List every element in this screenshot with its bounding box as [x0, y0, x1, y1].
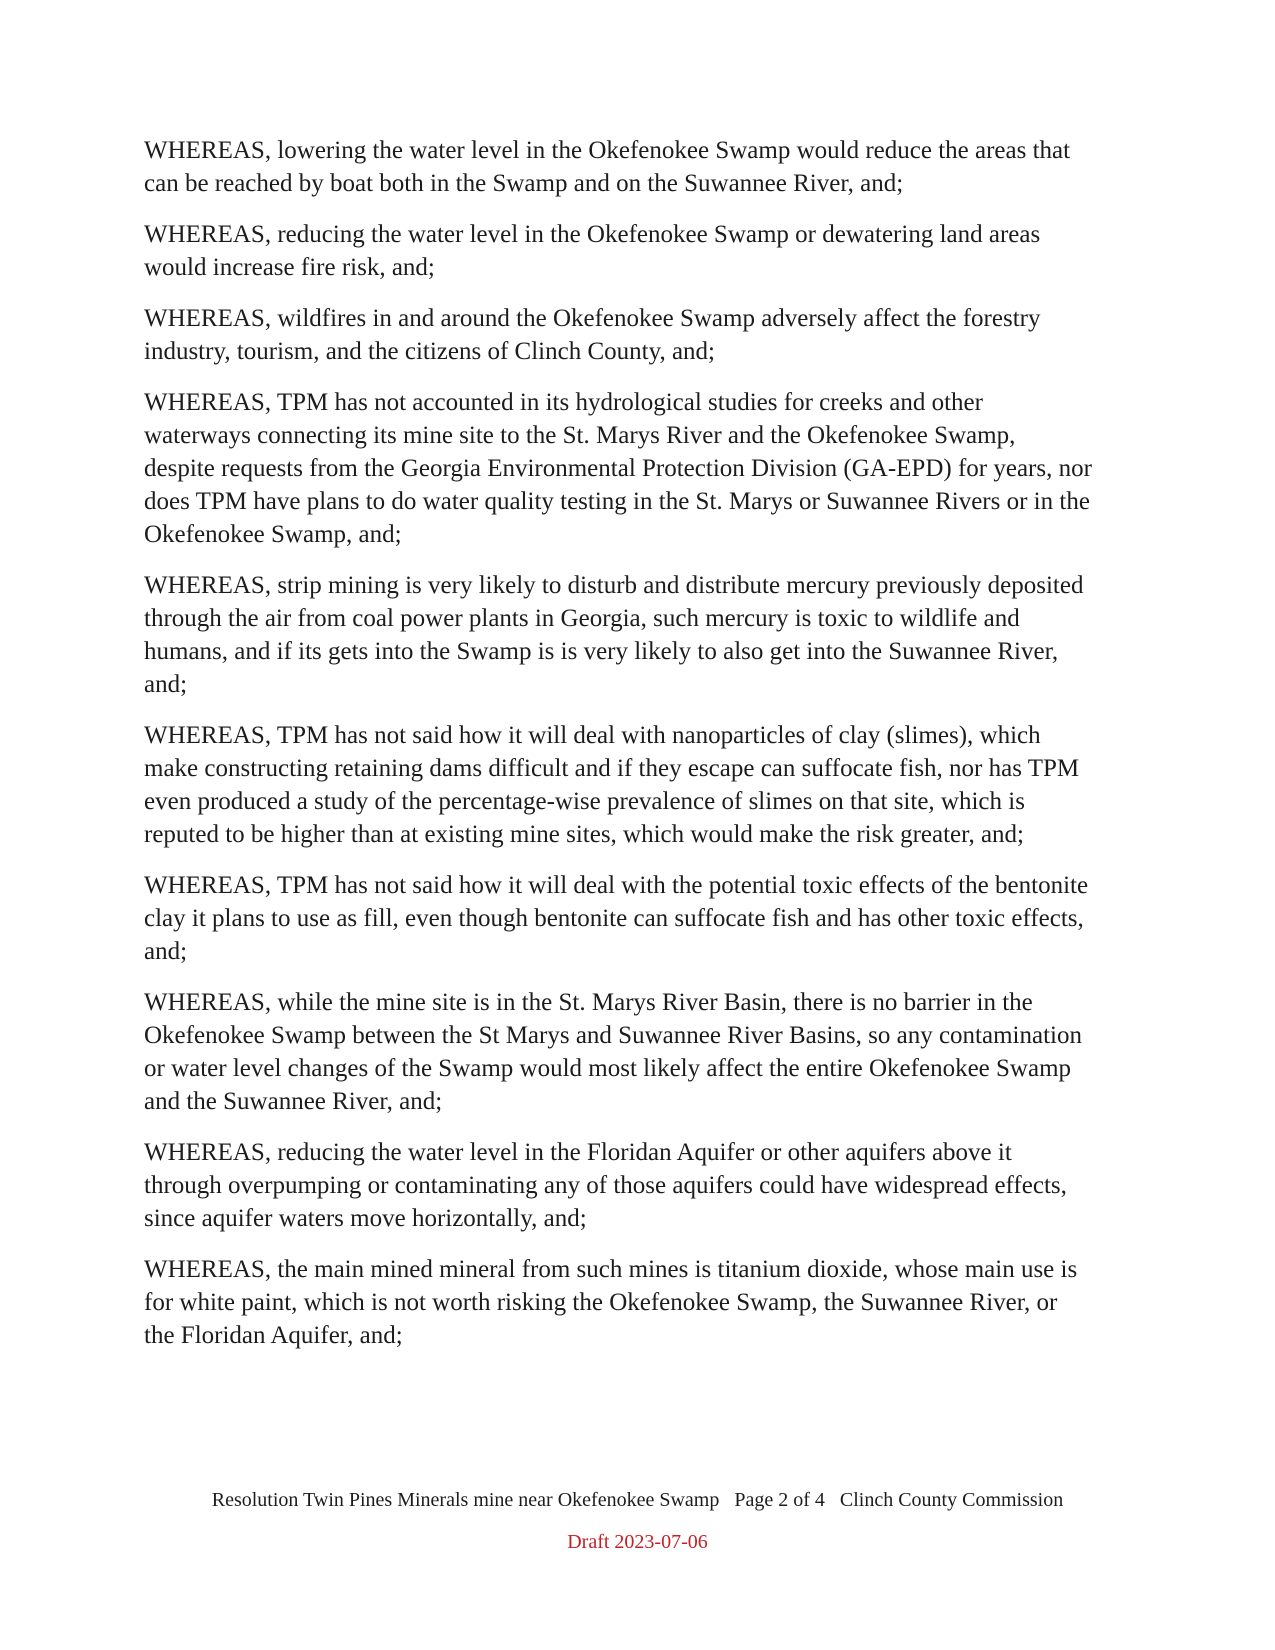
- whereas-paragraph: WHEREAS, wildfires in and around the Okefenokee Swamp adversely affect the forestry industry, tourism, and the citizens of Clinch County, and;: [144, 305, 1041, 365]
- page-footer: [0, 1488, 1275, 1512]
- whereas-paragraph: WHEREAS, strip mining is very likely to disturb and distribute mercury previously deposited through the air from coal power plants in Georgia, such mercury is toxic to wildlife and humans, and if its gets into the Swamp is is very likely to also get into the Suwannee River, and;: [144, 572, 1084, 698]
- document-body: [144, 134, 1092, 1370]
- whereas-paragraph: WHEREAS, lowering the water level in the Okefenokee Swamp would reduce the areas that can be reached by boat both in the Swamp and on the Suwannee River, and;: [144, 137, 1071, 197]
- whereas-paragraph: WHEREAS, the main mined mineral from such mines is titanium dioxide, whose main use is for white paint, which is not worth risking the Okefenokee Swamp, the Suwannee River, or the Floridan Aquifer, and;: [144, 1256, 1078, 1349]
- footer-page-number: Page 2 of 4: [734, 1489, 825, 1511]
- footer-document-title: Resolution Twin Pines Minerals mine near Okefenokee Swamp: [211, 1489, 720, 1511]
- whereas-paragraph: WHEREAS, TPM has not said how it will deal with the potential toxic effects of the bentonite clay it plans to use as fill, even though bentonite can suffocate fish and has other toxic effects, and;: [144, 872, 1089, 965]
- whereas-paragraph: WHEREAS, while the mine site is in the St. Marys River Basin, there is no barrier in the Okefenokee Swamp between the St Marys and Suwannee River Basins, so any contamination or water level changes of the Swamp would most likely affect the entire Okefenokee Swamp and the Suwannee River, and;: [144, 989, 1082, 1115]
- whereas-paragraph: WHEREAS, reducing the water level in the Okefenokee Swamp or dewatering land areas would increase fire risk, and;: [144, 221, 1041, 281]
- whereas-paragraph: WHEREAS, TPM has not accounted in its hydrological studies for creeks and other waterways connecting its mine site to the St. Marys River and the Okefenokee Swamp, despite requests from the Georgia Environmental Protection Division (GA-EPD) for years, nor does TPM have plans to do water quality testing in the St. Marys or Suwannee Rivers or in the Okefenokee Swamp, and;: [144, 389, 1092, 548]
- draft-version-label: Draft 2023-07-06: [567, 1531, 708, 1553]
- footer-organization: Clinch County Commission: [839, 1489, 1064, 1511]
- whereas-paragraph: WHEREAS, reducing the water level in the Floridan Aquifer or other aquifers above it through overpumping or contaminating any of those aquifers could have widespread effects, since aquifer waters move horizontally, and;: [144, 1139, 1067, 1232]
- whereas-paragraph: WHEREAS, TPM has not said how it will deal with nanoparticles of clay (slimes), which make constructing retaining dams difficult and if they escape can suffocate fish, nor has TPM even produced a study of the percentage-wise prevalence of slimes on that site, which is reputed to be higher than at existing mine sites, which would make the risk greater, and;: [144, 722, 1080, 848]
